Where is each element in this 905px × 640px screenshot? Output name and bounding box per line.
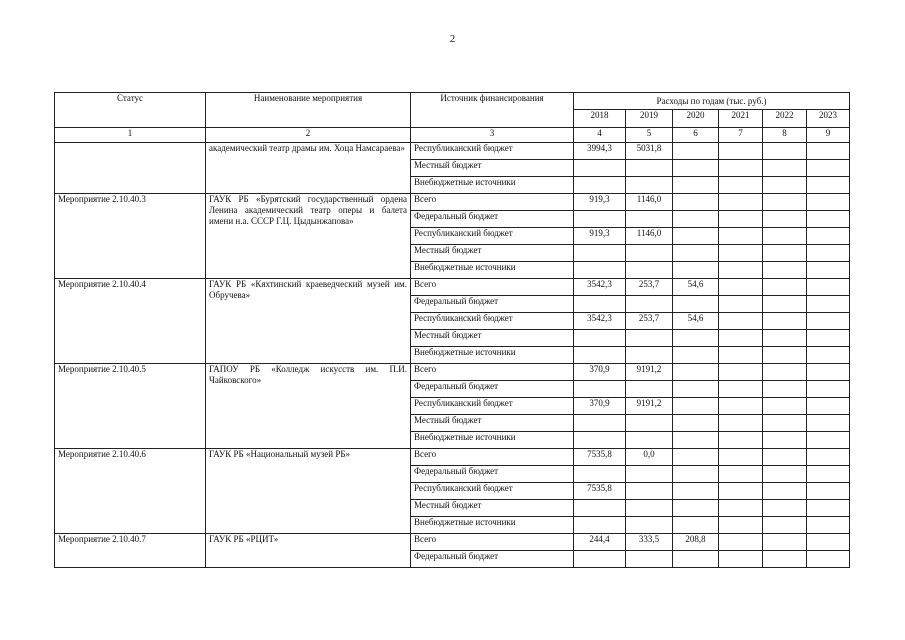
expense-value — [807, 177, 850, 194]
activity-name: ГАУК РБ «Кяхтинский краеведческий музей им. Обручева» — [206, 279, 411, 364]
expense-value — [673, 143, 719, 160]
expense-value — [807, 466, 850, 483]
column-number: 2 — [206, 128, 411, 143]
funding-source: Внебюджетные источники — [411, 347, 574, 364]
header-year: 2019 — [626, 110, 673, 128]
expense-value — [673, 194, 719, 211]
activity-name: ГАУК РБ «Национальный музей РБ» — [206, 449, 411, 534]
expense-value — [763, 466, 807, 483]
expense-value — [673, 364, 719, 381]
expense-value: 253,7 — [626, 279, 673, 296]
funding-source: Местный бюджет — [411, 160, 574, 177]
funding-source: Федеральный бюджет — [411, 551, 574, 568]
expense-value — [673, 500, 719, 517]
expense-value — [763, 279, 807, 296]
column-number: 9 — [807, 128, 850, 143]
expense-value: 54,6 — [673, 313, 719, 330]
expense-value — [673, 551, 719, 568]
expense-value — [626, 296, 673, 313]
expense-value — [763, 296, 807, 313]
expense-value — [763, 160, 807, 177]
expense-value — [673, 296, 719, 313]
header-source: Источник финансирования — [411, 93, 574, 128]
expense-value — [626, 466, 673, 483]
expense-value — [807, 313, 850, 330]
expense-value — [574, 432, 626, 449]
expense-value: 5031,8 — [626, 143, 673, 160]
expense-value — [763, 517, 807, 534]
expense-value: 208,8 — [673, 534, 719, 551]
funding-source: Всего — [411, 449, 574, 466]
expense-value: 370,9 — [574, 398, 626, 415]
table-row — [55, 534, 850, 551]
expense-value — [673, 262, 719, 279]
expense-value — [763, 330, 807, 347]
expense-value — [626, 347, 673, 364]
funding-source: Республиканский бюджет — [411, 398, 574, 415]
expense-value — [574, 381, 626, 398]
expense-value — [763, 500, 807, 517]
expense-value — [763, 398, 807, 415]
expense-value — [574, 262, 626, 279]
expense-value: 3542,3 — [574, 313, 626, 330]
expense-value — [763, 228, 807, 245]
column-number: 4 — [574, 128, 626, 143]
expense-value — [626, 415, 673, 432]
header-year: 2020 — [673, 110, 719, 128]
expense-value — [807, 551, 850, 568]
column-number: 1 — [55, 128, 206, 143]
expense-value — [807, 347, 850, 364]
expense-value — [626, 262, 673, 279]
expense-value — [719, 296, 763, 313]
expense-value — [673, 347, 719, 364]
expense-value — [574, 330, 626, 347]
funding-source: Федеральный бюджет — [411, 466, 574, 483]
expense-value — [626, 160, 673, 177]
expense-value: 7535,8 — [574, 483, 626, 500]
activity-name: ГАПОУ РБ «Колледж искусств им. П.И. Чайковского» — [206, 364, 411, 449]
expense-value — [626, 177, 673, 194]
funding-source: Республиканский бюджет — [411, 143, 574, 160]
expense-value — [763, 313, 807, 330]
expense-value — [763, 381, 807, 398]
table-row — [55, 279, 850, 296]
funding-source: Республиканский бюджет — [411, 228, 574, 245]
expense-value — [574, 177, 626, 194]
activity-name: академический театр драмы им. Хоца Намсараева» — [206, 143, 411, 194]
expense-value — [719, 262, 763, 279]
expense-value — [807, 500, 850, 517]
funding-source: Внебюджетные источники — [411, 262, 574, 279]
column-number: 6 — [673, 128, 719, 143]
funding-source: Внебюджетные источники — [411, 432, 574, 449]
expense-value — [719, 245, 763, 262]
expense-value — [719, 466, 763, 483]
column-number: 5 — [626, 128, 673, 143]
expense-value — [807, 483, 850, 500]
header-status: Статус — [55, 93, 206, 128]
funding-source: Республиканский бюджет — [411, 313, 574, 330]
expense-value — [673, 245, 719, 262]
expense-value — [763, 245, 807, 262]
expense-value — [626, 551, 673, 568]
expense-value — [719, 517, 763, 534]
expense-value — [626, 330, 673, 347]
expense-value — [763, 177, 807, 194]
expense-value — [807, 228, 850, 245]
expense-value: 244,4 — [574, 534, 626, 551]
expense-value — [807, 160, 850, 177]
expense-value: 919,3 — [574, 194, 626, 211]
expense-value — [719, 143, 763, 160]
header-year: 2022 — [763, 110, 807, 128]
table-row — [55, 143, 850, 160]
expense-value — [719, 415, 763, 432]
expense-value — [574, 245, 626, 262]
expense-value: 0,0 — [626, 449, 673, 466]
funding-source: Местный бюджет — [411, 245, 574, 262]
expense-value: 370,9 — [574, 364, 626, 381]
expense-value: 333,5 — [626, 534, 673, 551]
column-number: 3 — [411, 128, 574, 143]
expense-value — [807, 194, 850, 211]
expense-value — [673, 177, 719, 194]
expense-value: 3542,3 — [574, 279, 626, 296]
expense-value — [673, 160, 719, 177]
expense-value — [763, 347, 807, 364]
expense-value: 9191,2 — [626, 398, 673, 415]
funding-source: Местный бюджет — [411, 500, 574, 517]
expense-value — [719, 500, 763, 517]
expense-value — [719, 160, 763, 177]
expense-value: 253,7 — [626, 313, 673, 330]
expense-value — [763, 211, 807, 228]
header-name: Наименование мероприятия — [206, 93, 411, 128]
expense-value — [807, 330, 850, 347]
expense-value — [719, 534, 763, 551]
expense-value — [719, 228, 763, 245]
expense-value — [807, 534, 850, 551]
column-number: 7 — [719, 128, 763, 143]
expense-value — [807, 432, 850, 449]
funding-source: Местный бюджет — [411, 330, 574, 347]
funding-source: Федеральный бюджет — [411, 211, 574, 228]
funding-source: Всего — [411, 194, 574, 211]
funding-source: Внебюджетные источники — [411, 177, 574, 194]
expense-value — [574, 500, 626, 517]
expense-value — [719, 551, 763, 568]
table-row — [55, 364, 850, 381]
expense-value — [719, 279, 763, 296]
expense-value — [719, 449, 763, 466]
funding-source: Всего — [411, 364, 574, 381]
expense-value — [763, 194, 807, 211]
expense-value — [807, 398, 850, 415]
header-expenses: Расходы по годам (тыс. руб.) — [574, 93, 850, 110]
expense-value — [763, 143, 807, 160]
expense-value — [574, 415, 626, 432]
expense-value — [673, 415, 719, 432]
expense-value — [673, 398, 719, 415]
expense-value — [807, 296, 850, 313]
expense-value — [673, 330, 719, 347]
expense-value — [763, 262, 807, 279]
expense-value — [673, 228, 719, 245]
table-row — [55, 194, 850, 211]
expense-value — [719, 177, 763, 194]
expense-value — [763, 551, 807, 568]
funding-source: Федеральный бюджет — [411, 381, 574, 398]
expense-value — [763, 364, 807, 381]
expense-value — [673, 483, 719, 500]
expense-value: 54,6 — [673, 279, 719, 296]
activity-status: Мероприятие 2.10.40.6 — [55, 449, 206, 534]
expense-value: 7535,8 — [574, 449, 626, 466]
expense-value: 3994,3 — [574, 143, 626, 160]
expense-value — [807, 364, 850, 381]
expense-value — [673, 432, 719, 449]
expense-value — [807, 211, 850, 228]
funding-source: Федеральный бюджет — [411, 296, 574, 313]
activity-status — [55, 143, 206, 194]
table-row — [55, 449, 850, 466]
header-year: 2023 — [807, 110, 850, 128]
expense-value — [719, 398, 763, 415]
header-year: 2021 — [719, 110, 763, 128]
funding-source: Местный бюджет — [411, 415, 574, 432]
expense-value: 919,3 — [574, 228, 626, 245]
expense-value: 9191,2 — [626, 364, 673, 381]
expense-value — [807, 449, 850, 466]
expense-value — [626, 517, 673, 534]
expense-value — [574, 211, 626, 228]
expense-value — [574, 551, 626, 568]
expense-value — [719, 330, 763, 347]
funding-source: Республиканский бюджет — [411, 483, 574, 500]
expense-value — [807, 381, 850, 398]
expense-value — [763, 534, 807, 551]
expense-value — [626, 500, 673, 517]
expense-value — [626, 483, 673, 500]
expense-value — [719, 364, 763, 381]
activity-name: ГАУК РБ «Бурятский государственный ордена Ленина академический театр оперы и балета имени н.а. СССР Г.Ц. Цыдынжапова» — [206, 194, 411, 279]
activity-name: ГАУК РБ «РЦИТ» — [206, 534, 411, 568]
column-number: 8 — [763, 128, 807, 143]
funding-source: Внебюджетные источники — [411, 517, 574, 534]
expense-value — [763, 432, 807, 449]
activity-status: Мероприятие 2.10.40.7 — [55, 534, 206, 568]
expense-value — [574, 296, 626, 313]
expense-value — [574, 466, 626, 483]
expense-value — [673, 517, 719, 534]
expense-value — [673, 466, 719, 483]
expense-value — [673, 381, 719, 398]
budget-table — [54, 92, 850, 568]
expense-value — [719, 211, 763, 228]
expense-value — [719, 432, 763, 449]
activity-status: Мероприятие 2.10.40.5 — [55, 364, 206, 449]
expense-value — [807, 245, 850, 262]
activity-status: Мероприятие 2.10.40.3 — [55, 194, 206, 279]
expense-value — [763, 415, 807, 432]
activity-status: Мероприятие 2.10.40.4 — [55, 279, 206, 364]
expense-value: 1146,0 — [626, 228, 673, 245]
expense-value — [719, 313, 763, 330]
expense-value — [626, 432, 673, 449]
expense-value — [719, 381, 763, 398]
expense-value — [574, 160, 626, 177]
funding-source: Всего — [411, 279, 574, 296]
expense-value — [807, 517, 850, 534]
expense-value — [807, 262, 850, 279]
expense-value — [763, 449, 807, 466]
expense-value — [719, 194, 763, 211]
expense-value — [574, 517, 626, 534]
expense-value — [807, 279, 850, 296]
expense-value — [807, 143, 850, 160]
expense-value — [574, 347, 626, 364]
expense-value — [719, 347, 763, 364]
expense-value — [673, 211, 719, 228]
expense-value: 1146,0 — [626, 194, 673, 211]
expense-value — [719, 483, 763, 500]
expense-value — [763, 483, 807, 500]
table-body — [55, 143, 850, 568]
expense-value — [673, 449, 719, 466]
expense-value — [626, 381, 673, 398]
expense-value — [626, 245, 673, 262]
header-year: 2018 — [574, 110, 626, 128]
page-number: 2 — [449, 33, 456, 45]
funding-source: Всего — [411, 534, 574, 551]
expense-value — [626, 211, 673, 228]
expense-value — [807, 415, 850, 432]
